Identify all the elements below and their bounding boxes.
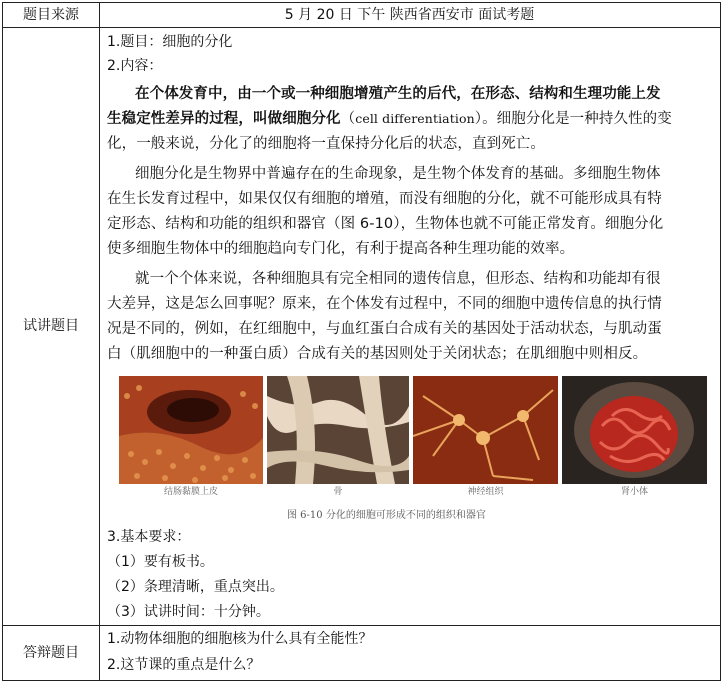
- caption-bone: 骨: [333, 487, 343, 497]
- para2-line3: 定形态、结构和功能的组织和器官（图 6-10），生物体也就不可能正常发育。细胞分化: [107, 216, 664, 232]
- column-divider: [99, 3, 100, 680]
- source-value: 5 月 20 日 下午 陕西省西安市 面试考题: [284, 7, 535, 23]
- para1-line3: 化，一般来说，分化了的细胞将一直保持分化后的状态，直到死亡。: [107, 136, 545, 152]
- requirement-2: （2）条理清晰，重点突出。: [107, 579, 284, 595]
- definition-text: 生稳定性差异的过程，叫做细胞分化: [107, 111, 341, 127]
- defense-question-1: 1.动物体细胞的细胞核为什么具有全能性？: [107, 631, 373, 647]
- lecture-topic: 1.题目：细胞的分化: [107, 34, 233, 50]
- para1-line2-rest: ）。细胞分化是一种持久性的变: [474, 111, 672, 127]
- paren-open: （: [340, 111, 356, 127]
- bone-photo: [267, 376, 409, 484]
- requirements-label: 3.基本要求：: [107, 529, 191, 545]
- lecture-label: 试讲题目: [23, 318, 79, 334]
- defense-question-2: 2.这节课的重点是什么？: [107, 657, 261, 673]
- para2-line4: 使多细胞生物体中的细胞趋向专门化，有利于提高各种生理功能的效率。: [107, 241, 575, 257]
- content-label: 2.内容：: [107, 58, 163, 74]
- para3-line3: 况是不同的，例如，在红细胞中，与血红蛋白合成有关的基因处于活动状态，与肌动蛋: [107, 321, 662, 337]
- para3-line2: 大差异，这是怎么回事呢？原来，在个体发有过程中，不同的细胞中遗传信息的执行情: [107, 296, 662, 312]
- caption-nervous: 神经组织: [467, 487, 504, 497]
- figure-title: 图 6-10 分化的细胞可形成不同的组织和器官: [287, 510, 486, 521]
- colon-epithelium-photo: [119, 376, 263, 484]
- para1-line1: 在个体发育中，由一个或一种细胞增殖产生的后代，在形态、结构和生理功能上发: [135, 86, 661, 102]
- header-divider: [3, 27, 720, 28]
- nervous-tissue-photo: [413, 376, 558, 484]
- renal-corpuscle-photo: [562, 376, 707, 484]
- defense-label: 答辩题目: [23, 645, 79, 661]
- section-divider: [3, 625, 720, 626]
- source-label: 题目来源: [23, 7, 79, 23]
- para3-line4: 白（肌细胞中的一种蛋白质）合成有关的基因则处于关闭状态；在肌细胞中则相反。: [107, 346, 648, 362]
- requirement-1: （1）要有板书。: [107, 554, 214, 570]
- para1-line2: [107, 107, 672, 128]
- para2-line2: 在生长发育过程中，如果仅仅有细胞的增殖，而没有细胞的分化，就不可能形成具有特: [107, 191, 662, 207]
- caption-colon: 结肠黏膜上皮: [163, 487, 218, 497]
- requirement-3: （3）试讲时间：十分钟。: [107, 604, 270, 620]
- english-term: cell differentiation: [355, 111, 475, 126]
- caption-kidney: 肾小体: [620, 487, 648, 497]
- para2-line1: 细胞分化是生物界中普遍存在的生命现象，是生物个体发育的基础。多细胞生物体: [135, 166, 661, 182]
- exam-sheet: [2, 2, 721, 681]
- para3-line1: 就一个个体来说，各种细胞具有完全相同的遗传信息，但形态、结构和功能却有很: [135, 271, 661, 287]
